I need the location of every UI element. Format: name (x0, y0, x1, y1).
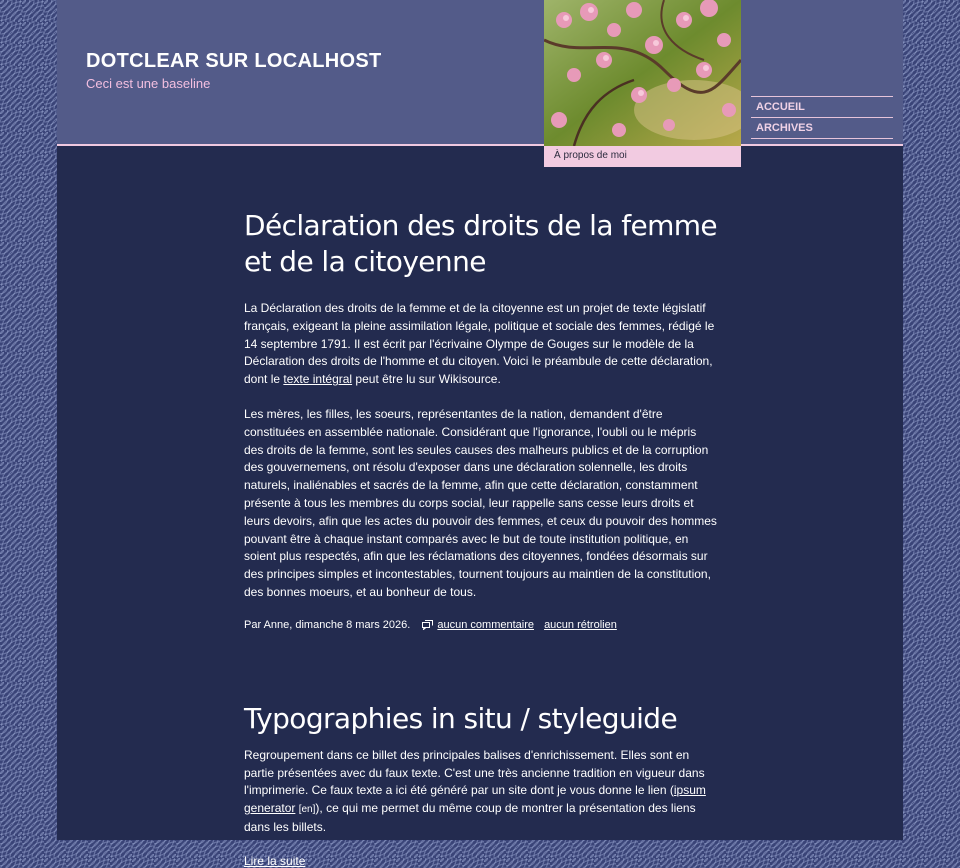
page-wrapper (57, 0, 903, 868)
ipsum-generator-link[interactable]: ipsum generator (244, 783, 706, 816)
comments-link[interactable]: aucun commentaire (437, 618, 534, 631)
text-span: La Déclaration des droits de la femme et de la citoyenne est un projet de texte législatif français, exigeant la pleine assimilation légale, politique et sociale des femmes, rédigé le 14 septembre 1791. Il est écrit par l'écrivaine Olympe de Gouges sur le modèle de la Déclaration des droits de l'homme et du citoyen. Voici le préambule de cette déclaration, dont le (244, 301, 715, 387)
lang-tag: [en] (298, 804, 316, 816)
text-span: ), ce qui me permet du même coup de montrer la présentation des liens dans les billets. (244, 801, 696, 834)
site-baseline: Ceci est une baseline (86, 76, 211, 91)
post-paragraph (244, 747, 718, 837)
read-more (244, 854, 718, 868)
blossom-image (544, 0, 741, 146)
comment-icon (422, 620, 433, 633)
post-paragraph (244, 300, 718, 389)
main-content (244, 208, 718, 868)
post-title[interactable]: Déclaration des droits de la femme et de la citoyenne (244, 209, 718, 278)
post-meta (244, 619, 718, 633)
text-span: peut être lu sur Wikisource. (352, 372, 501, 387)
about-photo[interactable] (544, 0, 741, 146)
post-author-date: Par Anne, dimanche 8 mars 2026. (244, 618, 411, 631)
read-more-link[interactable]: Lire la suite (244, 853, 306, 868)
post-1 (244, 208, 718, 633)
texte-integral-link[interactable]: texte intégral (283, 372, 353, 387)
post-paragraph: Les mères, les filles, les soeurs, représentantes de la nation, demandent d'être constituées en assemblée nationale. Considérant que l'ignorance, l'oubli ou le mépris des droits de la femme, sont les seules causes des malheurs publics et de la corruption des gouvernemens, ont résolu d'exposer dans une déclaration solennelle, les droits naturels, inaliénables et sacrés de la femme, afin que cette déclaration, constamment présente à tous les membres du corps social, leur rappelle sans cesse leurs droits et leurs devoirs, afin que les actes du pouvoir des femmes, et ceux du pouvoir des hommes pouvant être à chaque instant comparés avec le but de toute institution politique, en soient plus respectés, afin que les réclamations des citoyennes, fondées désormais sur des principes simples et incontestables, tournent toujours au maintien de la constitution, des bonnes moeurs, et au bonheur de tous. (244, 406, 717, 599)
photo-caption[interactable]: À propos de moi (544, 146, 741, 167)
post-body (244, 300, 718, 602)
post-title[interactable]: Typographies in situ / styleguide (244, 701, 678, 735)
nav-item-accueil[interactable]: ACCUEIL (751, 97, 893, 118)
trackbacks-link[interactable]: aucun rétrolien (544, 618, 617, 631)
main-nav (751, 96, 893, 139)
site-title[interactable]: DOTCLEAR SUR LOCALHOST (86, 50, 382, 72)
post-2 (244, 701, 718, 868)
post-body (244, 747, 718, 837)
nav-item-archives[interactable]: ARCHIVES (751, 118, 893, 139)
text-span: Regroupement dans ce billet des principales balises d'enrichissement. Elles sont en partie présentées avec du faux texte. C'est une très ancienne tradition en vigueur dans l'imprimerie. Ce faux texte a ici été généré par un site dont je vous donne le lien ( (244, 747, 705, 798)
